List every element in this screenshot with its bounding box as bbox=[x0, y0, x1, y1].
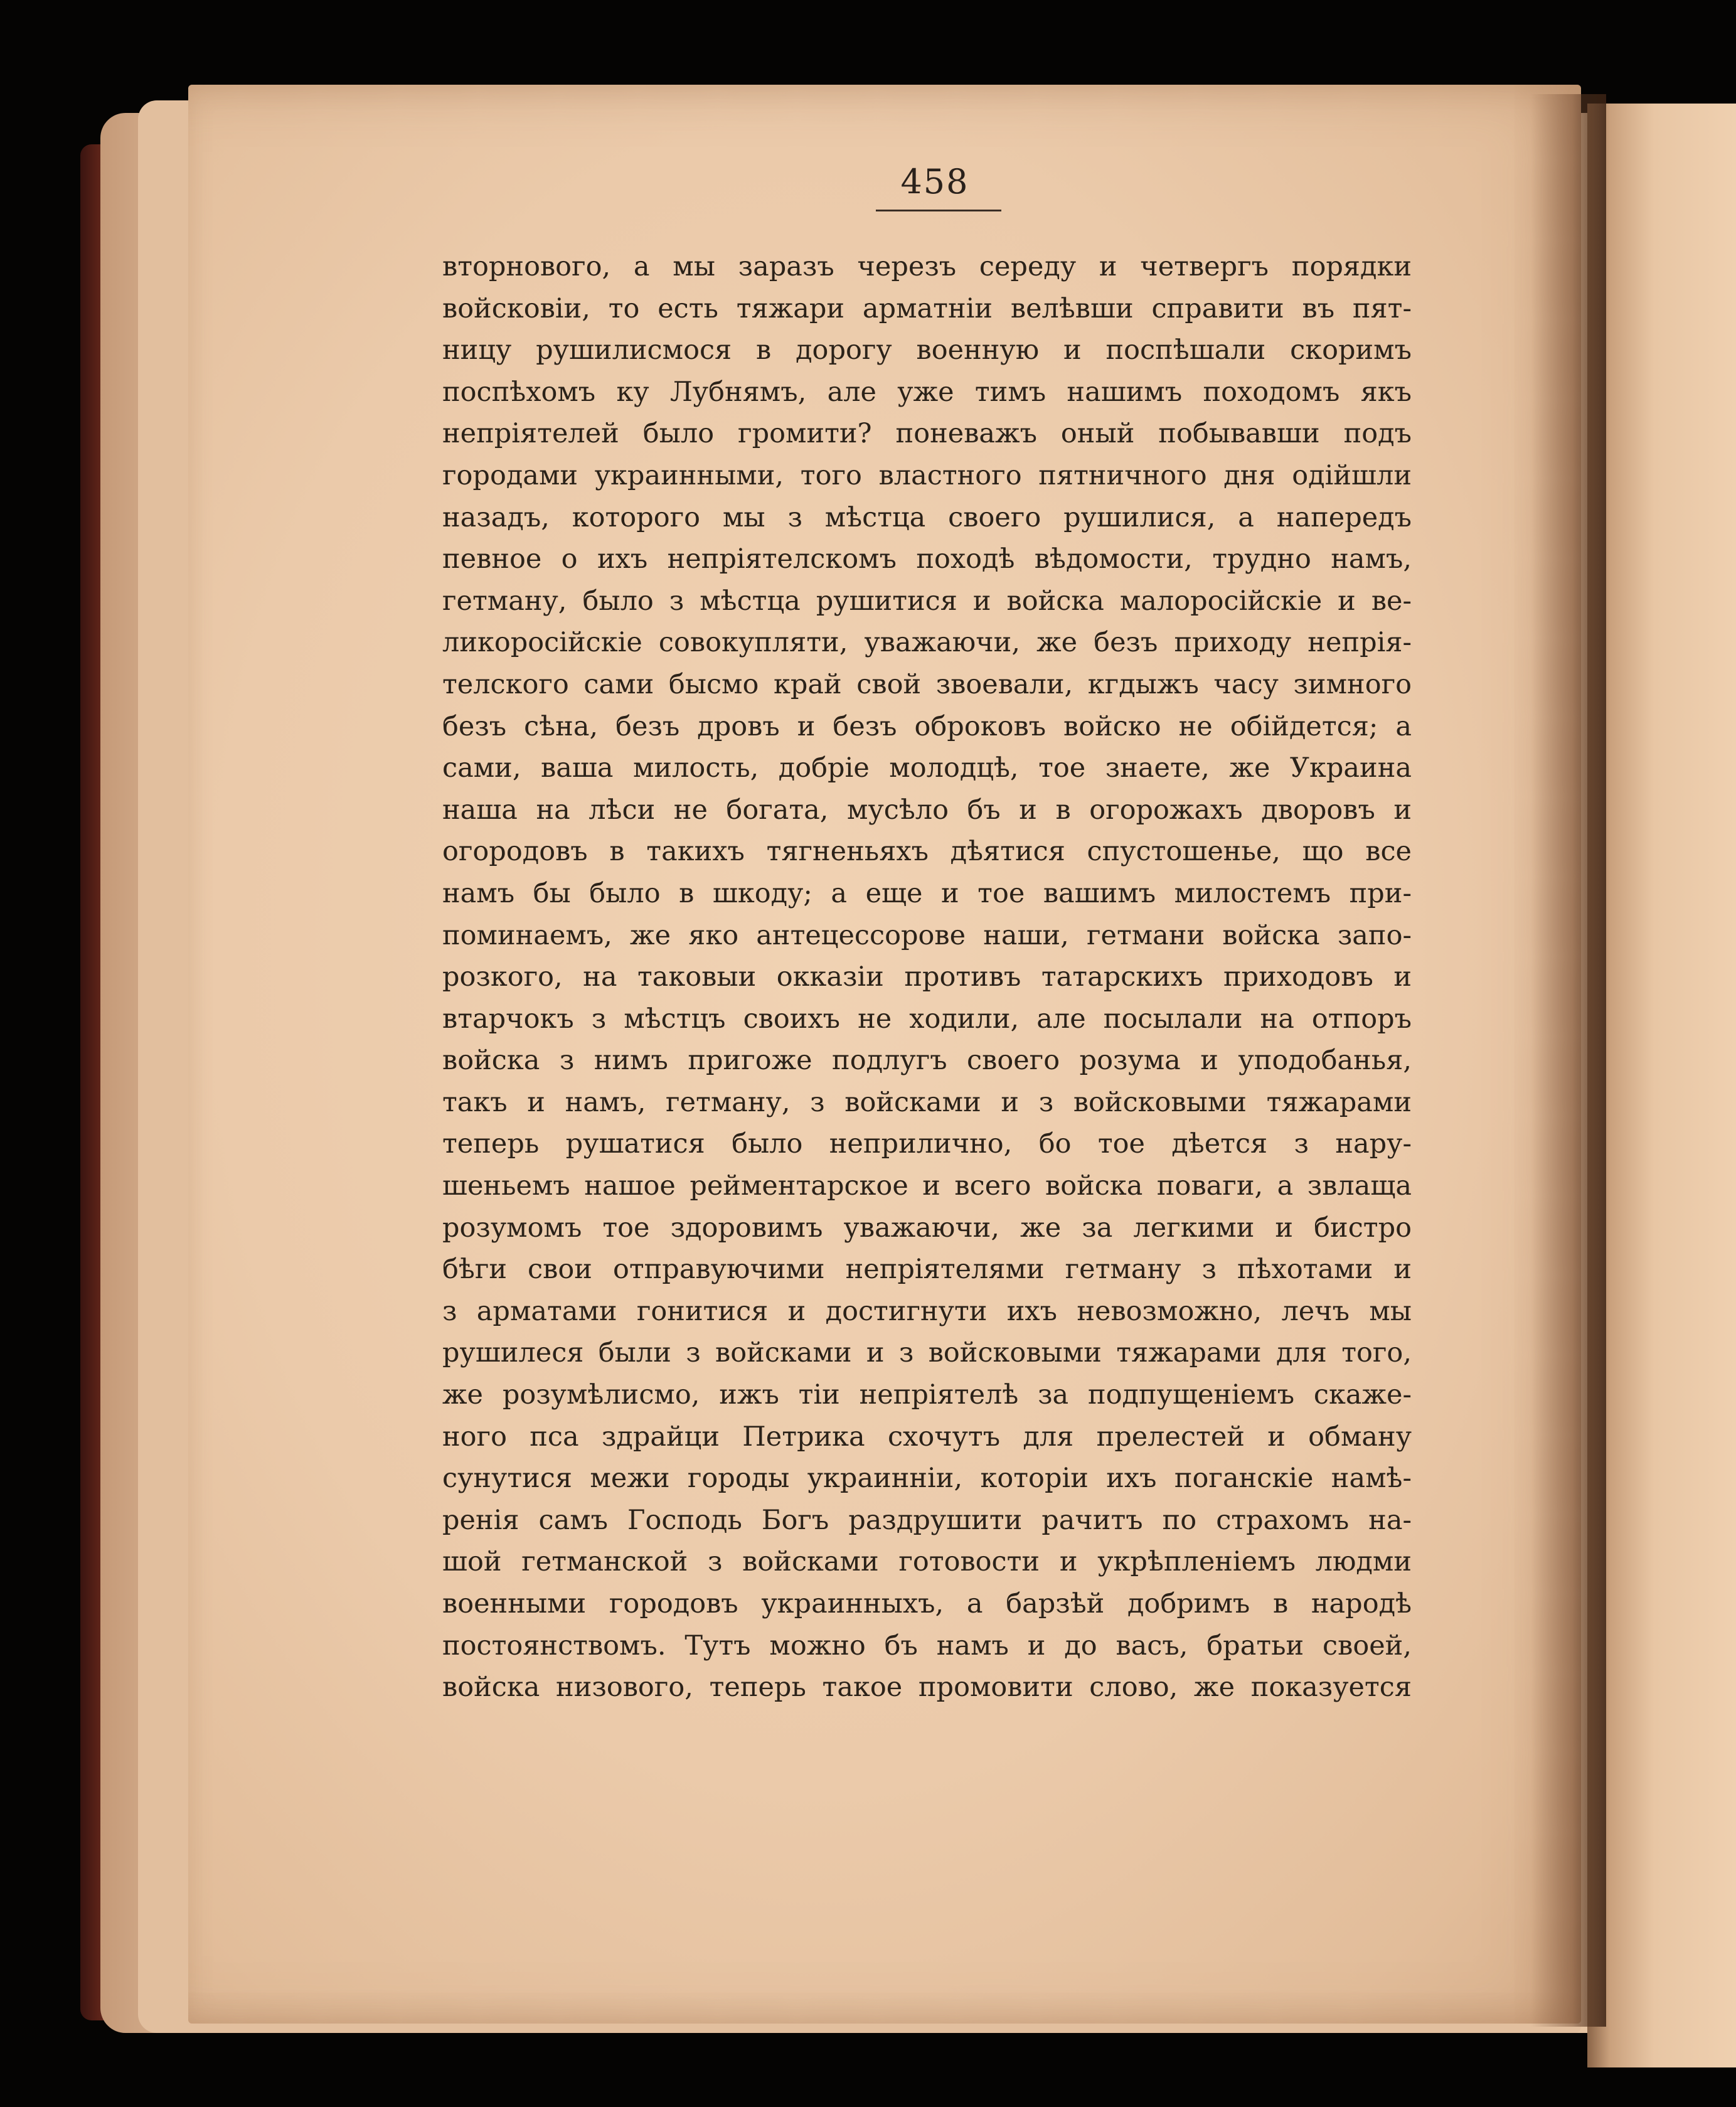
text-line: з арматами гонитися и достигнути ихъ невозможно, лечъ мы bbox=[442, 1295, 1412, 1327]
facing-page-sliver bbox=[1587, 104, 1736, 2067]
text-line: ликоросійскіе совокупляти, уважаючи, же безъ приходу непрія- bbox=[442, 627, 1412, 659]
text-line: сунутися межи городы украинніи, которіи ихъ поганскіе намѣ- bbox=[442, 1463, 1412, 1495]
text-line: вторнового, а мы заразъ черезъ середу и четвергъ порядки bbox=[442, 251, 1412, 282]
text-line: наша на лѣси не богата, мусѣло бъ и в огорожахъ дворовъ и bbox=[442, 794, 1412, 826]
text-line: войска низового, теперь такое промовити слово, же показуется bbox=[442, 1672, 1412, 1704]
text-line: постоянствомъ. Тутъ можно бъ намъ и до васъ, братьи своей, bbox=[442, 1630, 1412, 1662]
text-line: назадъ, которого мы з мѣстца своего рушилися, а напередъ bbox=[442, 501, 1412, 533]
text-line: безъ сѣна, безъ дровъ и безъ оброковъ войско не обійдется; а bbox=[442, 710, 1412, 742]
text-line: шой гетманской з войсками готовости и укрѣпленіемъ людми bbox=[442, 1546, 1412, 1578]
text-line: военными городовъ украинныхъ, а барзѣй добримъ в народѣ bbox=[442, 1588, 1412, 1619]
text-line: же розумѣлисмо, ижъ тіи непріятелѣ за подпущеніемъ скаже- bbox=[442, 1379, 1412, 1411]
text-line: намъ бы было в шкоду; а еще и тое вашимъ милостемъ при- bbox=[442, 877, 1412, 909]
text-line: городами украинными, того властного пятничного дня одійшли bbox=[442, 459, 1412, 491]
text-line: ренія самъ Господь Богъ раздрушити рачитъ по страхомъ на- bbox=[442, 1504, 1412, 1536]
text-line: певное о ихъ непріятелскомъ походѣ вѣдомости, трудно намъ, bbox=[442, 543, 1412, 575]
text-line: шеньемъ нашое рейментарское и всего войска поваги, а звлаща bbox=[442, 1170, 1412, 1202]
page-number-rule bbox=[876, 210, 1001, 211]
text-line: поспѣхомъ ку Лубнямъ, але уже тимъ нашимъ походомъ якъ bbox=[442, 376, 1412, 408]
text-line: огородовъ в такихъ тягненьяхъ дѣятися спустошенье, що все bbox=[442, 836, 1412, 868]
body-text bbox=[442, 246, 1412, 1709]
page-number: 458 bbox=[900, 162, 969, 201]
text-line: телского сами бысмо край свой звоевали, кгдыжъ часу зимного bbox=[442, 668, 1412, 700]
text-line: непріятелей было громити? поневажъ оный побывавши подъ bbox=[442, 418, 1412, 450]
text-line: сами, ваша милость, добріе молодцѣ, тое знаете, же Украина bbox=[442, 752, 1412, 784]
text-line: рушилеся были з войсками и з войсковыми тяжарами для того, bbox=[442, 1337, 1412, 1369]
text-line: втарчокъ з мѣстцъ своихъ не ходили, але посылали на отпоръ bbox=[442, 1003, 1412, 1035]
text-line: бѣги свои отправуючими непріятелями гетману з пѣхотами и bbox=[442, 1254, 1412, 1286]
text-line: войсковіи, то есть тяжари арматніи велѣвши справити въ пят- bbox=[442, 292, 1412, 324]
text-line: такъ и намъ, гетману, з войсками и з войсковыми тяжарами bbox=[442, 1086, 1412, 1118]
text-line: ницу рушилисмося в дорогу военную и поспѣшали скоримъ bbox=[442, 334, 1412, 366]
text-line: поминаемъ, же яко антецессорове наши, гетмани войска запо- bbox=[442, 919, 1412, 951]
text-line: розумомъ тое здоровимъ уважаючи, же за легкими и бистро bbox=[442, 1212, 1412, 1244]
text-line: розкого, на таковыи окказіи противъ татарскихъ приходовъ и bbox=[442, 961, 1412, 993]
text-line: войска з нимъ пригоже подлугъ своего розума и уподобанья, bbox=[442, 1045, 1412, 1077]
text-line: гетману, было з мѣстца рушитися и войска малоросійскіе и ве- bbox=[442, 585, 1412, 617]
spine-gutter-shadow bbox=[1531, 94, 1606, 2027]
text-line: теперь рушатися было неприлично, бо тое дѣется з нару- bbox=[442, 1128, 1412, 1160]
text-line: ного пса здрайци Петрика схочутъ для прелестей и обману bbox=[442, 1421, 1412, 1453]
